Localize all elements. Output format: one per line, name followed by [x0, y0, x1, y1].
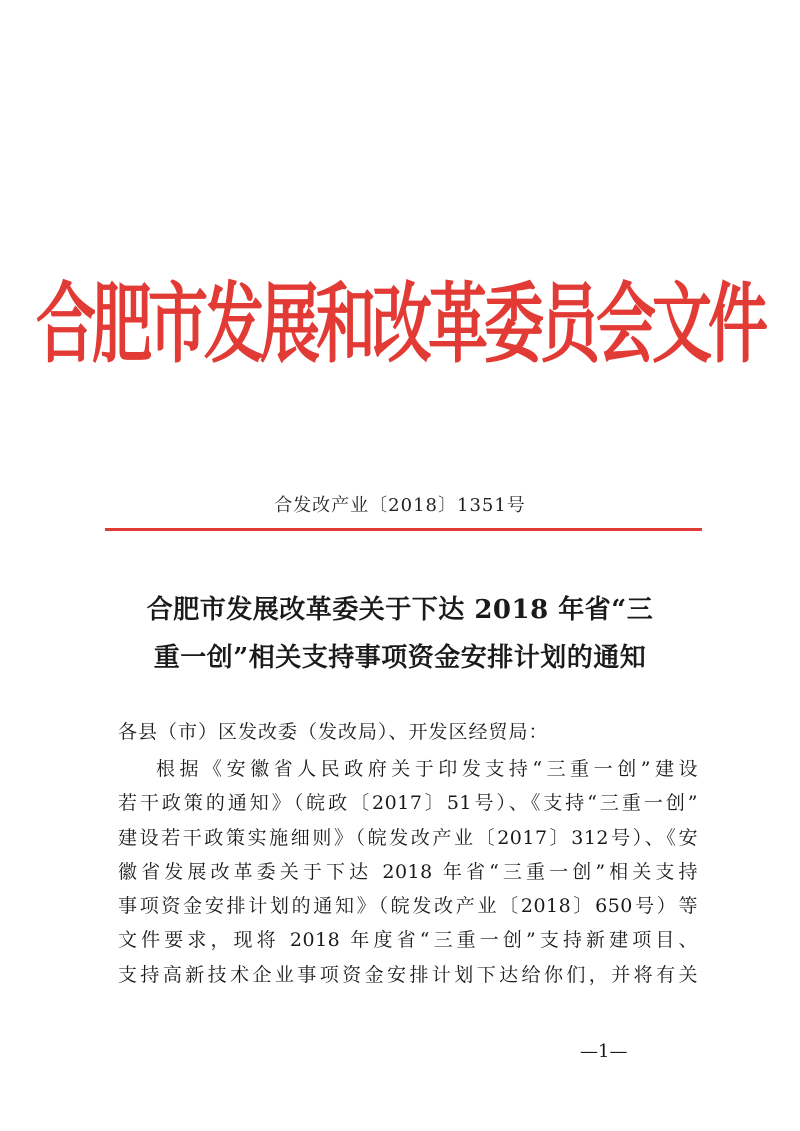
body-line: 事项资金安排计划的通知》（皖发改产业〔2018〕650号）等: [118, 895, 698, 918]
salutation: 各县（市）区发改委（发改局）、开发区经贸局：: [118, 721, 549, 743]
body-line: 若干政策的通知》（皖政〔2017〕51号）、《支持“三重一创”: [118, 792, 698, 815]
issuing-authority-header: 合肥市发展和改革委员会文件: [36, 274, 764, 376]
body-line: 建设若干政策实施细则》（皖发改产业〔2017〕312号）、《安: [118, 826, 698, 849]
red-divider-line: [105, 528, 702, 531]
notice-title-line: 合肥市发展改革委关于下达 2018 年省“三: [146, 595, 654, 625]
body-paragraph: [118, 752, 698, 992]
notice-title-line: 重一创”相关支持事项资金安排计划的通知: [153, 643, 647, 673]
page-number: —1—: [580, 1041, 628, 1062]
body-line: 支持高新技术企业事项资金安排计划下达给你们，并将有关: [118, 963, 698, 986]
notice-title: [100, 586, 700, 682]
document-number: 合发改产业〔2018〕1351号: [274, 495, 526, 516]
body-line: 文件要求，现将 2018 年度省“三重一创”支持新建项目、: [118, 929, 698, 952]
body-line: 根据《安徽省人民政府关于印发支持“三重一创”建设: [156, 758, 698, 780]
body-line: 徽省发展改革委关于下达 2018 年省“三重一创”相关支持: [118, 860, 698, 883]
